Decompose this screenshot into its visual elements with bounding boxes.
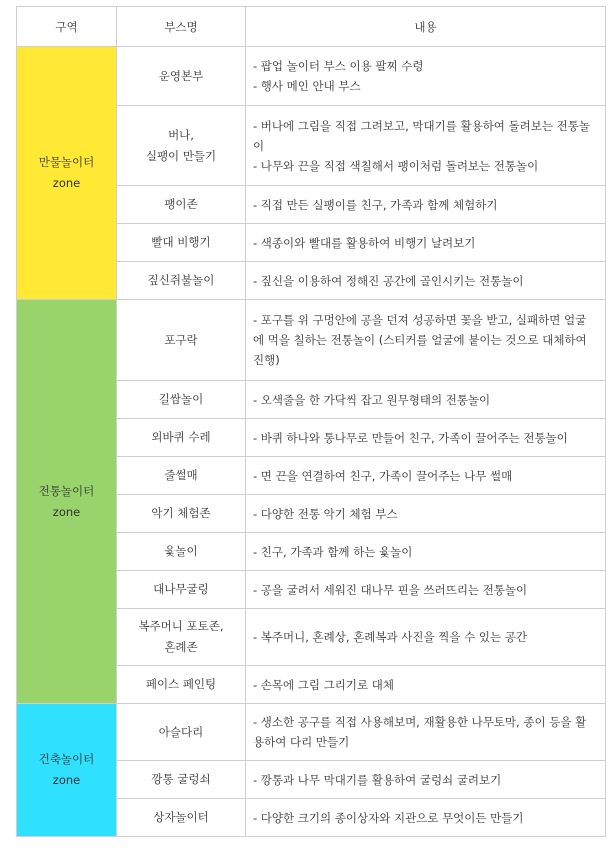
table-row [17,47,606,106]
content-cell [246,761,606,799]
content-cell [246,47,606,106]
booth-name-cell [117,761,246,799]
content-line: - 복주머니, 혼례상, 혼례복과 사진을 찍을 수 있는 공간 [253,630,527,644]
content-line: - 행사 메인 안내 부스 [253,79,361,93]
content-line: - 짚신을 이용하여 정해진 공간에 골인시키는 전통놀이 [253,273,524,288]
booth-name: 혼례존 [164,640,198,654]
content-line: - 색종이와 빨대를 활용하여 비행기 날려보기 [253,235,476,250]
content-line: - 나무와 끈을 직접 색칠해서 팽이처럼 돌려보는 전통놀이 [253,158,539,173]
booth-name: 포구락 [164,332,198,347]
content-cell [246,457,606,495]
header-content: 내용 [246,7,606,47]
content-line: - 생소한 공구를 직접 사용해보며, 재활용한 나무토막, 종이 등을 활용하여 다리 만들기 [253,715,587,749]
header-booth: 부스명 [117,7,246,47]
header-zone: 구역 [17,7,117,47]
content-cell [246,186,606,224]
booth-name: 악기 체험존 [151,506,211,520]
content-cell [246,106,606,186]
booth-name: 줄썰매 [164,468,198,482]
booth-name: 실팽이 만들기 [145,148,217,163]
booth-name-cell [117,381,246,419]
booth-name: 윷놀이 [164,544,198,558]
content-cell [246,381,606,419]
booth-name: 아슬다리 [158,724,204,739]
zone-label: 만물놀이터 [38,155,95,169]
zone-label: zone [52,773,81,787]
content-cell [246,419,606,457]
content-cell [246,533,606,571]
booth-name: 대나무굴링 [153,582,209,596]
booth-name-cell [117,533,246,571]
booth-name: 페이스 페인팅 [145,677,217,691]
table-row [17,300,606,381]
zone-label: 전통놀이터 [38,483,95,498]
booth-name: 깡통 굴렁쇠 [151,772,211,786]
zone-cell [17,47,117,300]
header-row [17,7,606,47]
booth-name-cell [117,495,246,533]
content-line: - 팝업 놀이터 부스 이용 팔찌 수령 [253,59,424,73]
content-cell [246,799,606,837]
booth-name-cell [117,106,246,186]
content-line: - 다양한 크기의 종이상자와 지관으로 무엇이든 만들기 [253,810,524,825]
booth-name: 길쌈놀이 [158,392,204,406]
booth-name: 버나, [168,127,194,142]
zone-cell [17,300,117,704]
content-cell [246,571,606,609]
booth-name-cell [117,262,246,300]
content-line: - 바퀴 하나와 통나무로 만들어 친구, 가족이 끌어주는 전통놀이 [253,430,568,445]
content-line: - 포구틀 위 구멍안에 공을 던져 성공하면 꽃을 받고, 실패하면 얼굴에 먹을 칠하는 전통놀이 (스티커를 얼굴에 붙이는 것으로 대체하여 진행) [253,313,587,367]
content-line: - 깡통과 나무 막대기를 활용하여 굴렁쇠 굴려보기 [253,772,502,787]
content-cell [246,609,606,666]
content-cell [246,666,606,704]
content-cell [246,704,606,761]
booth-name-cell [117,300,246,381]
booth-name-cell [117,799,246,837]
content-line: - 버나에 그림을 직접 그려보고, 막대기를 활용하여 돌려보는 전통놀이 [253,118,590,153]
booth-table [16,6,606,837]
booth-name: 복주머니 포토존, [138,619,224,633]
zone-label: 건축놀이터 [38,752,95,766]
booth-name-cell [117,47,246,106]
zone-label: zone [52,176,81,190]
content-line: - 친구, 가족과 함께 하는 윷놀이 [253,544,413,559]
booth-name: 팽이존 [164,197,198,211]
content-cell [246,262,606,300]
content-line: - 다양한 전통 악기 체험 부스 [253,506,398,521]
booth-name-cell [117,457,246,495]
booth-name: 빨대 비행기 [151,235,211,249]
content-line: - 공을 굴려서 세워진 대나무 핀을 쓰러뜨리는 전통놀이 [253,582,528,597]
content-line: - 손목에 그림 그리기로 대체 [253,677,394,692]
booth-name: 운영본부 [158,68,204,83]
content-cell [246,224,606,262]
content-cell [246,300,606,381]
booth-name-cell [117,609,246,666]
booth-name: 상자놀이터 [153,810,209,824]
booth-name-cell [117,571,246,609]
content-line: - 직접 만든 실팽이를 친구, 가족과 함께 체험하기 [253,197,498,212]
booth-name-cell [117,186,246,224]
booth-name-cell [117,704,246,761]
booth-name: 외바퀴 수레 [151,430,211,444]
booth-name-cell [117,666,246,704]
content-line: - 오색줄을 한 가닥씩 잡고 원무형태의 전통놀이 [253,392,491,407]
zone-cell [17,704,117,837]
content-cell [246,495,606,533]
booth-name-cell [117,224,246,262]
zone-label: zone [52,504,81,519]
table-row [17,704,606,761]
booth-name: 짚신쥐불놀이 [147,273,215,287]
content-line: - 면 끈을 연결하여 친구, 가족이 끌어주는 나무 썰매 [253,468,513,483]
booth-name-cell [117,419,246,457]
